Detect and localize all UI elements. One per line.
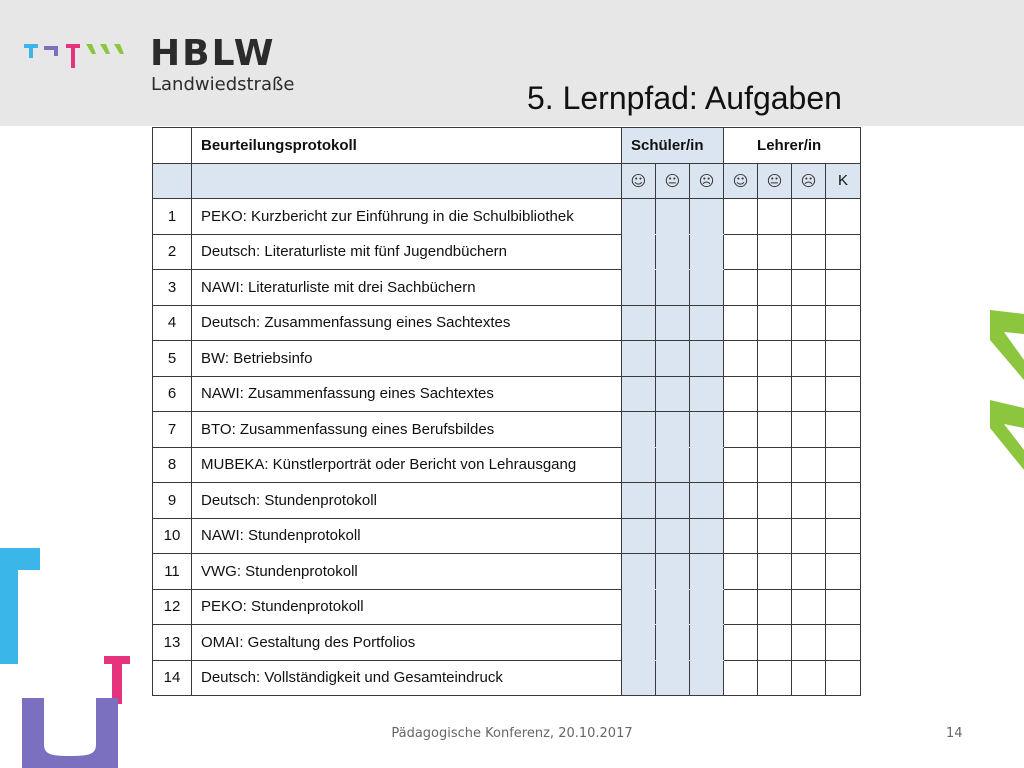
row-task: BTO: Zusammenfassung eines Berufsbildes bbox=[192, 412, 622, 448]
student-rating-cell[interactable] bbox=[690, 234, 724, 270]
teacher-rating-cell[interactable] bbox=[724, 447, 758, 483]
row-task: Deutsch: Zusammenfassung eines Sachtextes bbox=[192, 305, 622, 341]
teacher-rating-cell[interactable] bbox=[758, 270, 792, 306]
row-number: 2 bbox=[153, 234, 192, 270]
table-row bbox=[153, 518, 861, 554]
teacher-rating-cell[interactable] bbox=[724, 376, 758, 412]
k-cell[interactable] bbox=[826, 589, 861, 625]
teacher-rating-cell[interactable] bbox=[792, 447, 826, 483]
column-header-task: Beurteilungsprotokoll bbox=[192, 128, 622, 164]
student-rating-cell[interactable] bbox=[690, 305, 724, 341]
row-number: 10 bbox=[153, 518, 192, 554]
student-rating-cell[interactable] bbox=[622, 199, 656, 235]
teacher-rating-cell[interactable] bbox=[758, 447, 792, 483]
row-task: BW: Betriebsinfo bbox=[192, 341, 622, 377]
student-rating-cell[interactable] bbox=[656, 483, 690, 519]
table-row bbox=[153, 412, 861, 448]
table-header-row bbox=[153, 128, 861, 164]
k-cell[interactable] bbox=[826, 447, 861, 483]
sad-face-icon: ☹ bbox=[792, 163, 826, 199]
row-task: PEKO: Kurzbericht zur Einführung in die Schulbibliothek bbox=[192, 199, 622, 235]
row-number: 14 bbox=[153, 660, 192, 696]
teacher-rating-cell[interactable] bbox=[792, 234, 826, 270]
student-rating-cell[interactable] bbox=[622, 589, 656, 625]
teacher-rating-cell[interactable] bbox=[758, 305, 792, 341]
teacher-rating-cell[interactable] bbox=[792, 199, 826, 235]
table-row bbox=[153, 199, 861, 235]
row-task: NAWI: Stundenprotokoll bbox=[192, 518, 622, 554]
table-row bbox=[153, 554, 861, 590]
row-task: PEKO: Stundenprotokoll bbox=[192, 589, 622, 625]
student-rating-cell[interactable] bbox=[656, 341, 690, 377]
row-task: OMAI: Gestaltung des Portfolios bbox=[192, 625, 622, 661]
assessment-table bbox=[152, 127, 861, 696]
table-row bbox=[153, 305, 861, 341]
k-column-label: K bbox=[826, 163, 861, 199]
row-number: 4 bbox=[153, 305, 192, 341]
student-rating-cell[interactable] bbox=[656, 589, 690, 625]
teacher-rating-cell[interactable] bbox=[724, 660, 758, 696]
smile-face-icon: ☺ bbox=[724, 163, 758, 199]
k-cell[interactable] bbox=[826, 483, 861, 519]
row-task: Deutsch: Literaturliste mit fünf Jugendbüchern bbox=[192, 234, 622, 270]
student-rating-cell[interactable] bbox=[690, 625, 724, 661]
student-rating-cell[interactable] bbox=[622, 376, 656, 412]
row-task: VWG: Stundenprotokoll bbox=[192, 554, 622, 590]
k-cell[interactable] bbox=[826, 376, 861, 412]
teacher-rating-cell[interactable] bbox=[792, 270, 826, 306]
slide-title: 5. Lernpfad: Aufgaben bbox=[527, 80, 842, 116]
student-rating-cell[interactable] bbox=[622, 341, 656, 377]
student-rating-cell[interactable] bbox=[690, 483, 724, 519]
student-rating-cell[interactable] bbox=[622, 660, 656, 696]
teacher-rating-cell[interactable] bbox=[792, 589, 826, 625]
student-rating-cell[interactable] bbox=[622, 625, 656, 661]
student-rating-cell[interactable] bbox=[656, 376, 690, 412]
teacher-rating-cell[interactable] bbox=[724, 199, 758, 235]
teacher-rating-cell[interactable] bbox=[792, 518, 826, 554]
table-row bbox=[153, 483, 861, 519]
neutral-face-icon: 😐 bbox=[758, 163, 792, 199]
k-cell[interactable] bbox=[826, 341, 861, 377]
teacher-rating-cell[interactable] bbox=[792, 376, 826, 412]
student-rating-cell[interactable] bbox=[622, 234, 656, 270]
row-task: NAWI: Zusammenfassung eines Sachtextes bbox=[192, 376, 622, 412]
table-row bbox=[153, 270, 861, 306]
corner-cell bbox=[153, 128, 192, 164]
k-cell[interactable] bbox=[826, 625, 861, 661]
logo-place: Landwiedstraße bbox=[151, 74, 295, 95]
row-number: 12 bbox=[153, 589, 192, 625]
teacher-rating-cell[interactable] bbox=[792, 341, 826, 377]
student-rating-cell[interactable] bbox=[656, 447, 690, 483]
column-header-student: Schüler/in bbox=[622, 128, 724, 164]
student-rating-cell[interactable] bbox=[690, 447, 724, 483]
row-task: NAWI: Literaturliste mit drei Sachbüchern bbox=[192, 270, 622, 306]
sad-face-icon: ☹ bbox=[690, 163, 724, 199]
teacher-rating-cell[interactable] bbox=[758, 589, 792, 625]
row-number: 11 bbox=[153, 554, 192, 590]
table-row bbox=[153, 589, 861, 625]
row-task: Deutsch: Vollständigkeit und Gesamteindruck bbox=[192, 660, 622, 696]
teacher-rating-cell[interactable] bbox=[758, 341, 792, 377]
teacher-rating-cell[interactable] bbox=[724, 305, 758, 341]
student-rating-cell[interactable] bbox=[622, 554, 656, 590]
student-rating-cell[interactable] bbox=[622, 483, 656, 519]
row-task: Deutsch: Stundenprotokoll bbox=[192, 483, 622, 519]
k-cell[interactable] bbox=[826, 270, 861, 306]
row-number: 13 bbox=[153, 625, 192, 661]
student-rating-cell[interactable] bbox=[656, 554, 690, 590]
student-rating-cell[interactable] bbox=[690, 554, 724, 590]
teacher-rating-cell[interactable] bbox=[792, 483, 826, 519]
teacher-rating-cell[interactable] bbox=[758, 625, 792, 661]
table-row bbox=[153, 625, 861, 661]
teacher-rating-cell[interactable] bbox=[792, 625, 826, 661]
teacher-rating-cell[interactable] bbox=[792, 305, 826, 341]
student-rating-cell[interactable] bbox=[622, 270, 656, 306]
student-rating-cell[interactable] bbox=[656, 660, 690, 696]
k-cell[interactable] bbox=[826, 518, 861, 554]
teacher-rating-cell[interactable] bbox=[758, 412, 792, 448]
table-row bbox=[153, 376, 861, 412]
green-deco-shape bbox=[990, 310, 1024, 470]
row-number: 3 bbox=[153, 270, 192, 306]
teacher-rating-cell[interactable] bbox=[758, 554, 792, 590]
k-cell[interactable] bbox=[826, 234, 861, 270]
k-cell[interactable] bbox=[826, 305, 861, 341]
table-row bbox=[153, 341, 861, 377]
student-rating-cell[interactable] bbox=[656, 518, 690, 554]
page-number: 14 bbox=[946, 726, 963, 741]
column-header-teacher: Lehrer/in bbox=[724, 128, 861, 164]
teacher-rating-cell[interactable] bbox=[724, 518, 758, 554]
teacher-rating-cell[interactable] bbox=[724, 625, 758, 661]
student-rating-cell[interactable] bbox=[622, 518, 656, 554]
student-rating-cell[interactable] bbox=[690, 412, 724, 448]
smile-face-icon: ☺ bbox=[622, 163, 656, 199]
student-rating-cell[interactable] bbox=[656, 234, 690, 270]
k-cell[interactable] bbox=[826, 199, 861, 235]
teacher-rating-cell[interactable] bbox=[758, 376, 792, 412]
row-number: 9 bbox=[153, 483, 192, 519]
student-rating-cell[interactable] bbox=[690, 376, 724, 412]
logo-brand: HBLW bbox=[150, 33, 276, 74]
row-number: 8 bbox=[153, 447, 192, 483]
student-rating-cell[interactable] bbox=[656, 199, 690, 235]
student-rating-cell[interactable] bbox=[690, 270, 724, 306]
teacher-rating-cell[interactable] bbox=[758, 483, 792, 519]
student-rating-cell[interactable] bbox=[656, 412, 690, 448]
teacher-rating-cell[interactable] bbox=[758, 518, 792, 554]
faces-row bbox=[153, 163, 861, 199]
teacher-rating-cell[interactable] bbox=[758, 234, 792, 270]
row-number: 6 bbox=[153, 376, 192, 412]
student-rating-cell[interactable] bbox=[690, 660, 724, 696]
neutral-face-icon: 😐 bbox=[656, 163, 690, 199]
student-rating-cell[interactable] bbox=[690, 589, 724, 625]
teacher-rating-cell[interactable] bbox=[758, 660, 792, 696]
student-rating-cell[interactable] bbox=[690, 199, 724, 235]
teacher-rating-cell[interactable] bbox=[792, 660, 826, 696]
row-number: 5 bbox=[153, 341, 192, 377]
teacher-rating-cell[interactable] bbox=[792, 412, 826, 448]
table-row bbox=[153, 234, 861, 270]
student-rating-cell[interactable] bbox=[622, 412, 656, 448]
student-rating-cell[interactable] bbox=[656, 270, 690, 306]
student-rating-cell[interactable] bbox=[622, 447, 656, 483]
student-rating-cell[interactable] bbox=[656, 625, 690, 661]
footer-text: Pädagogische Konferenz, 20.10.2017 bbox=[391, 726, 633, 741]
k-cell[interactable] bbox=[826, 412, 861, 448]
table-row bbox=[153, 447, 861, 483]
teacher-rating-cell[interactable] bbox=[724, 554, 758, 590]
teacher-rating-cell[interactable] bbox=[724, 412, 758, 448]
student-rating-cell[interactable] bbox=[656, 305, 690, 341]
teacher-rating-cell[interactable] bbox=[724, 589, 758, 625]
teacher-rating-cell[interactable] bbox=[758, 199, 792, 235]
row-number: 1 bbox=[153, 199, 192, 235]
teacher-rating-cell[interactable] bbox=[724, 483, 758, 519]
k-cell[interactable] bbox=[826, 554, 861, 590]
student-rating-cell[interactable] bbox=[690, 518, 724, 554]
student-rating-cell[interactable] bbox=[690, 341, 724, 377]
teacher-rating-cell[interactable] bbox=[724, 234, 758, 270]
teacher-rating-cell[interactable] bbox=[724, 270, 758, 306]
k-cell[interactable] bbox=[826, 660, 861, 696]
table-row bbox=[153, 660, 861, 696]
row-task: MUBEKA: Künstlerporträt oder Bericht von Lehrausgang bbox=[192, 447, 622, 483]
row-number: 7 bbox=[153, 412, 192, 448]
student-rating-cell[interactable] bbox=[622, 305, 656, 341]
teacher-rating-cell[interactable] bbox=[724, 341, 758, 377]
logo-icon bbox=[22, 40, 130, 72]
teacher-rating-cell[interactable] bbox=[792, 554, 826, 590]
